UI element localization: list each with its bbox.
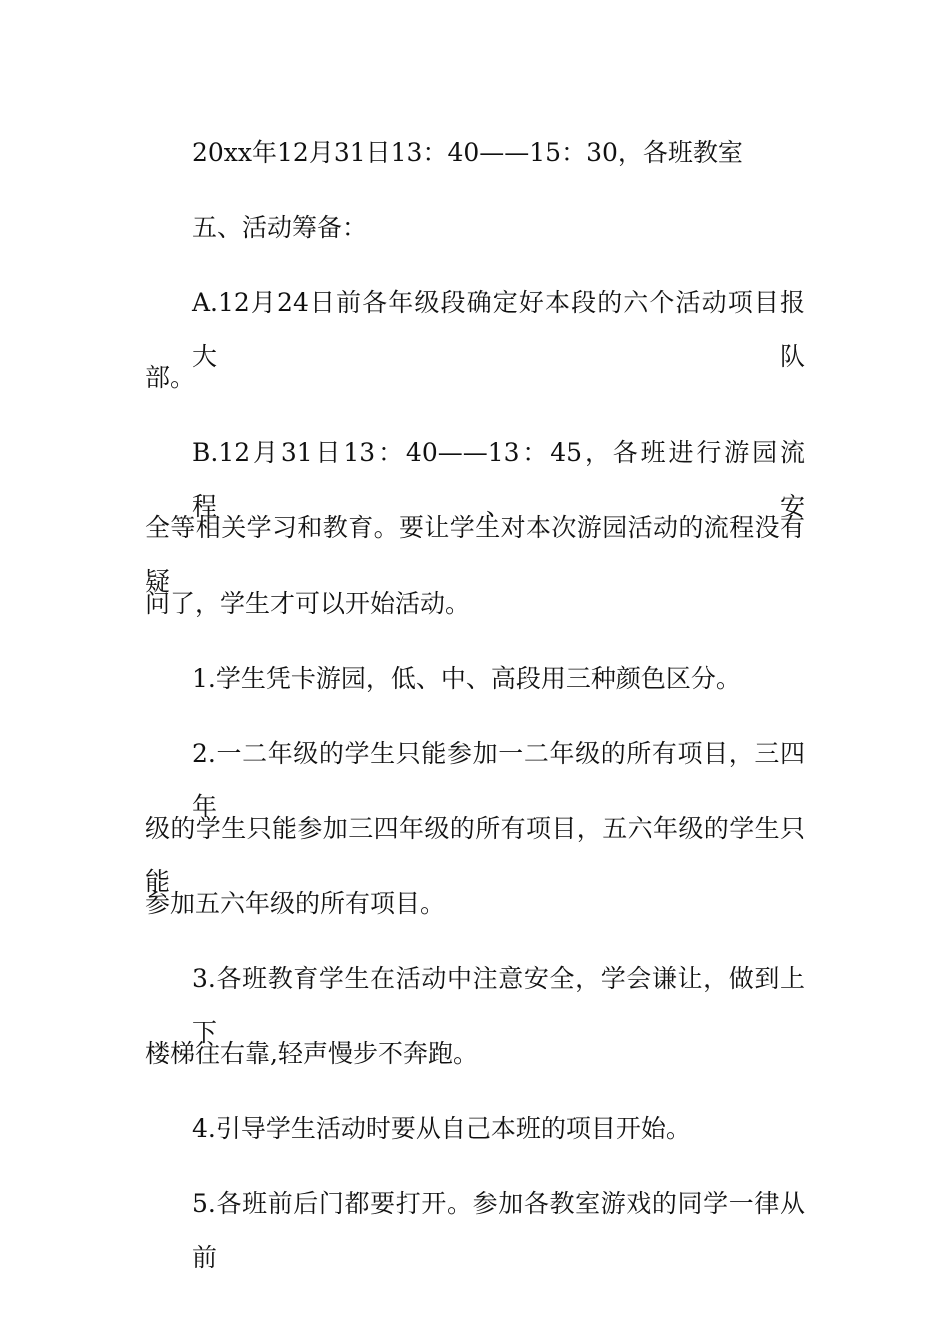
paragraph-line: 问了，学生才可以开始活动。 [145, 588, 471, 618]
paragraph-line: 级的学生只能参加三四年级的所有项目，五六年级的学生只能 [145, 813, 805, 897]
section-heading: 五、活动筹备： [192, 213, 368, 243]
paragraph-line: 20xx年12月31日13：40——15：30，各班教室 [192, 138, 743, 167]
paragraph-line: 参加五六年级的所有项目。 [145, 888, 446, 918]
list-item: 1.学生凭卡游园，低、中、高段用三种颜色区分。 [192, 663, 741, 693]
list-item: 3.各班教育学生在活动中注意安全，学会谦让，做到上下 [192, 964, 805, 1047]
list-item: 5.各班前后门都要打开。参加各教室游戏的同学一律从前 [192, 1189, 805, 1272]
paragraph-line: 部。 [145, 363, 196, 393]
paragraph-line: 楼梯往右靠,轻声慢步不奔跑。 [145, 1039, 478, 1069]
paragraph-line: 全等相关学习和教育。要让学生对本次游园活动的流程没有疑 [145, 513, 805, 596]
paragraph-line: B.12月31日13：40——13：45，各班进行游园流程、安 [192, 438, 805, 521]
list-item: 2.一二年级的学生只能参加一二年级的所有项目，三四年 [192, 738, 805, 822]
paragraph-line: A.12月24日前各年级段确定好本段的六个活动项目报大队 [192, 288, 805, 371]
document-body [145, 126, 805, 1272]
list-item: 4.引导学生活动时要从自己本班的项目开始。 [192, 1114, 691, 1144]
